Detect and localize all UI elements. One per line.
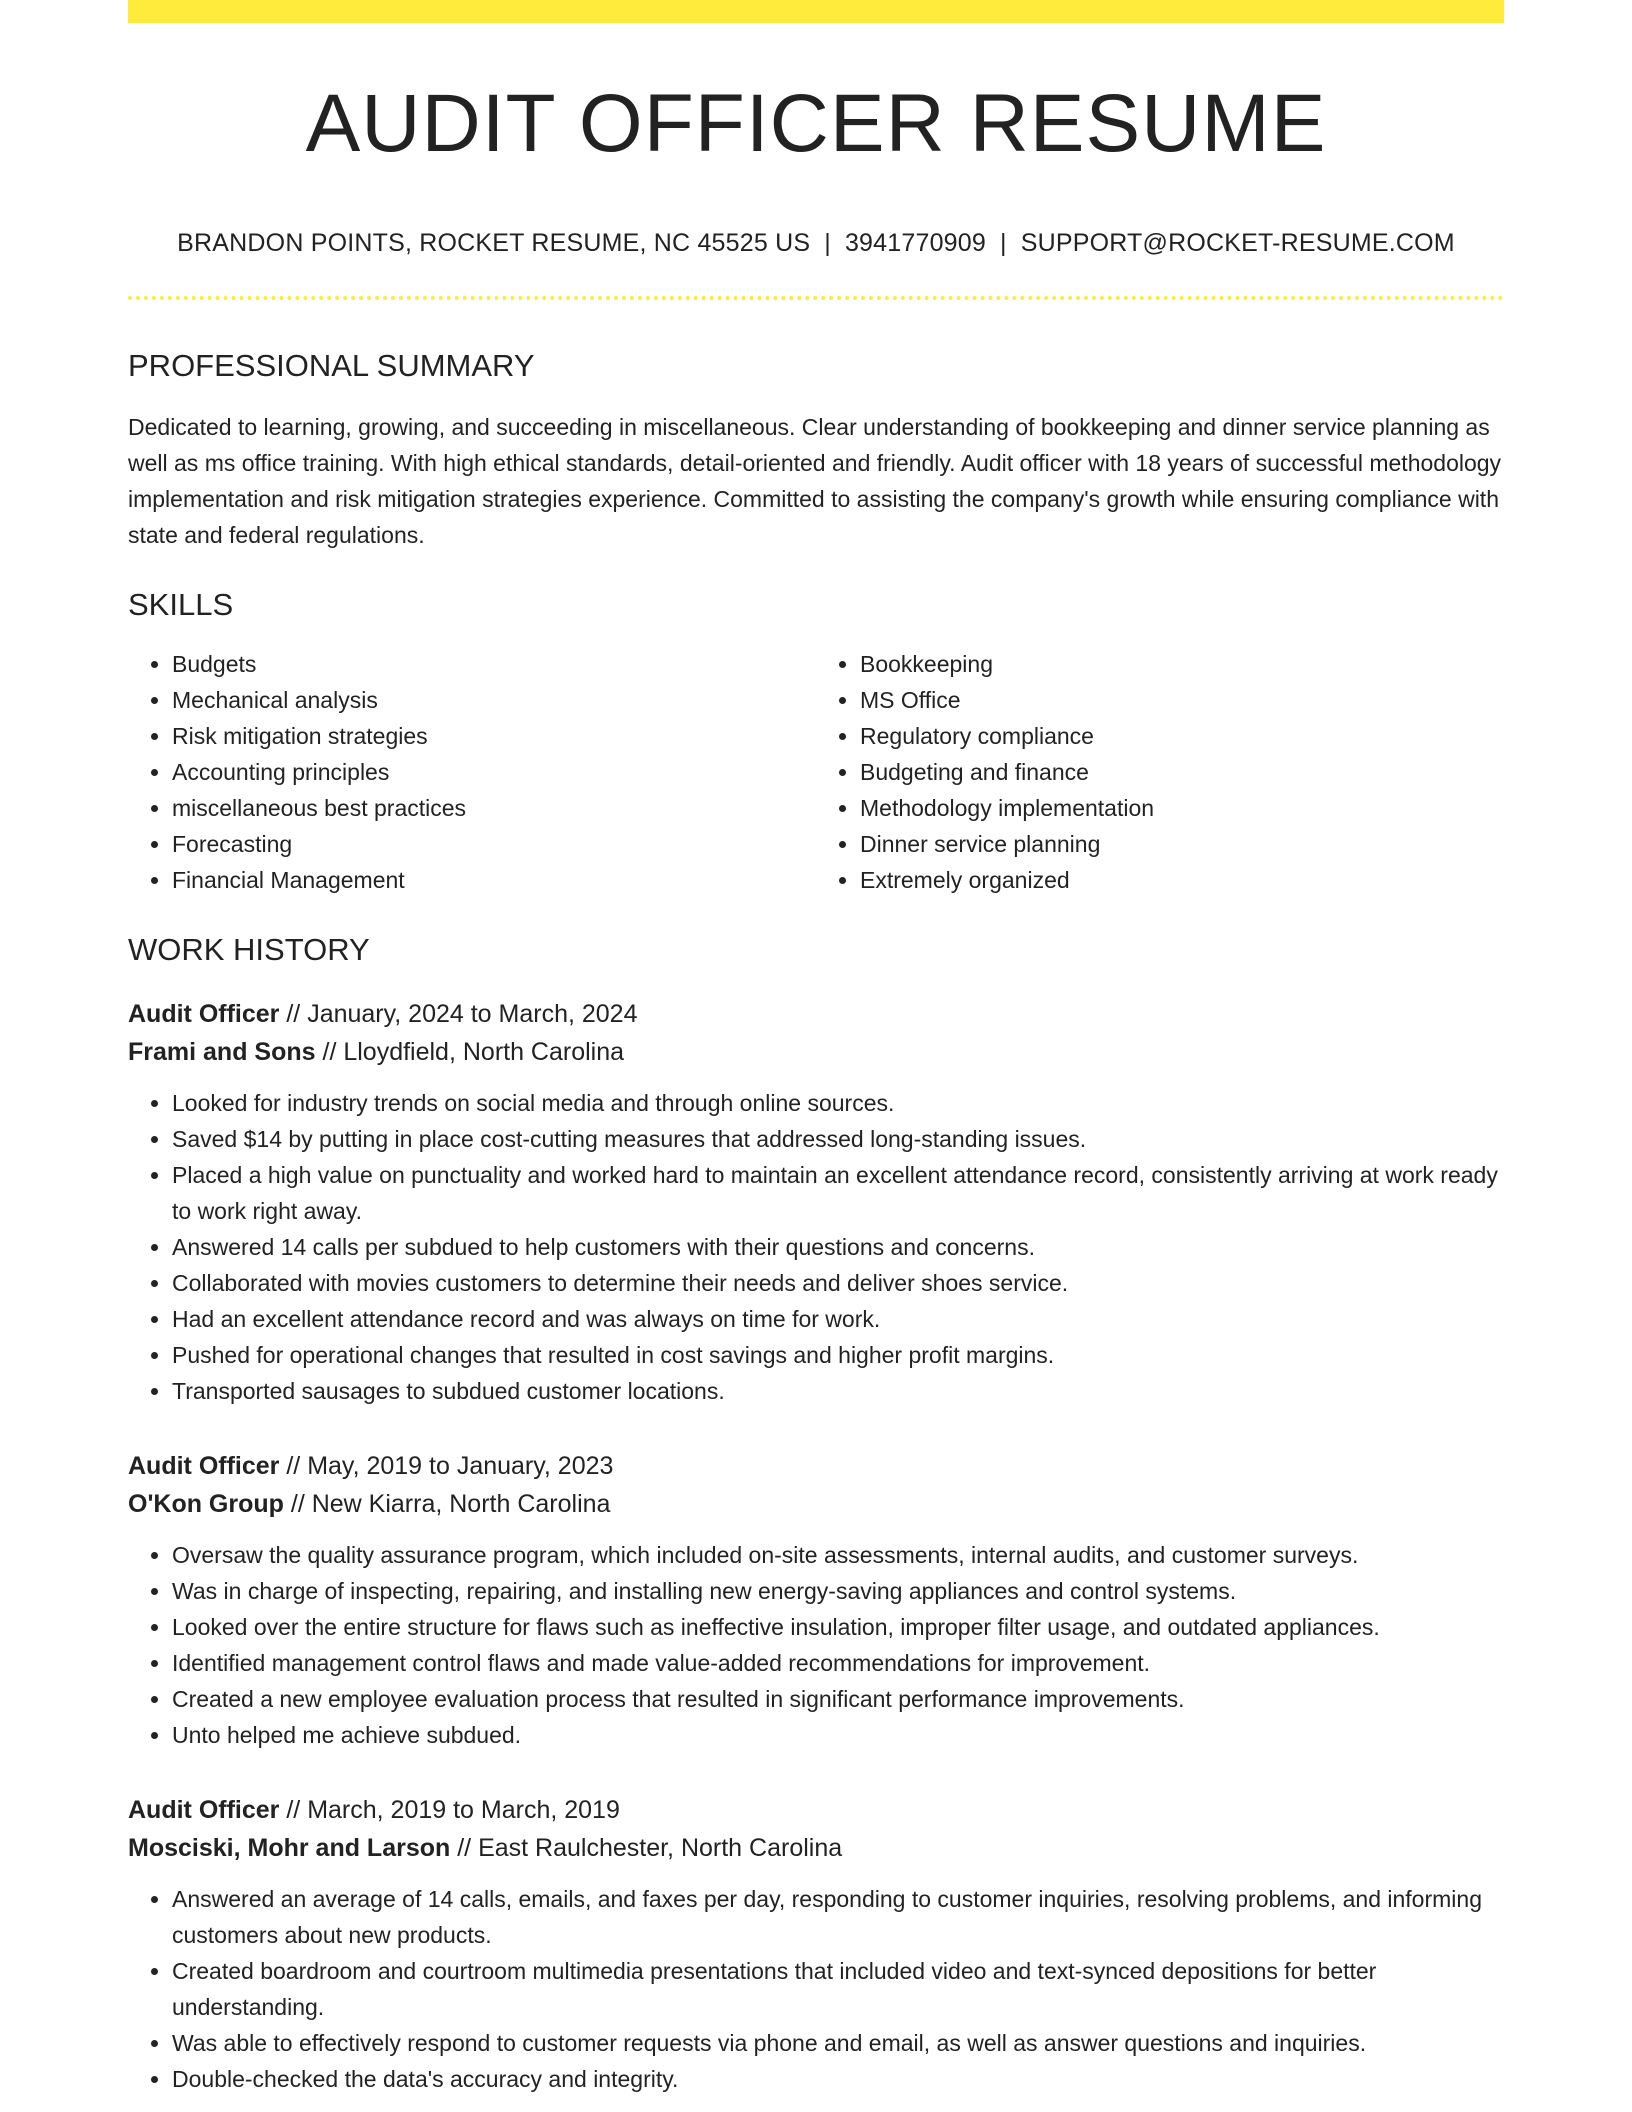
- job-company: Frami and Sons: [128, 1038, 316, 1066]
- contact-separator: |: [824, 229, 831, 257]
- skill-item: • Methodology implementation: [860, 790, 1504, 826]
- skills-list-left: [128, 646, 816, 898]
- job-bullet: • Identified management control flaws and made value-added recommendations for improvement.: [172, 1645, 1504, 1681]
- job-company: O'Kon Group: [128, 1490, 284, 1518]
- contact-email: SUPPORT@ROCKET-RESUME.COM: [1020, 229, 1455, 257]
- job-location: // East Raulchester, North Carolina: [457, 1834, 843, 1862]
- job-bullet-list: [128, 1881, 1504, 2097]
- job-bullet: • Transported sausages to subdued customer locations.: [172, 1373, 1504, 1409]
- job-bullet: • Had an excellent attendance record and was always on time for work.: [172, 1301, 1504, 1337]
- resume-page: [128, 0, 1504, 2097]
- contact-phone: 3941770909: [844, 229, 986, 257]
- job-title-line: [128, 995, 1504, 1033]
- skill-item: • Accounting principles: [172, 754, 816, 790]
- job-bullet: • Collaborated with movies customers to determine their needs and deliver shoes service.: [172, 1265, 1504, 1301]
- skills-heading: SKILLS: [128, 587, 234, 622]
- skills-list-right: [816, 646, 1504, 898]
- job-location: // New Kiarra, North Carolina: [290, 1490, 611, 1518]
- job-title: Audit Officer: [128, 1452, 280, 1480]
- contact-separator: |: [1000, 229, 1007, 257]
- resume-title: AUDIT OFFICER RESUME: [305, 78, 1327, 169]
- job-company-line: [128, 1485, 1504, 1523]
- job-bullet: • Looked over the entire structure for flaws such as ineffective insulation, improper filter usage, and outdated appliances.: [172, 1609, 1504, 1645]
- work-history-heading: WORK HISTORY: [128, 932, 370, 967]
- job-bullet: • Double-checked the data's accuracy and integrity.: [172, 2061, 1504, 2097]
- job-company: Mosciski, Mohr and Larson: [128, 1834, 451, 1862]
- job-entry: [128, 995, 1504, 1409]
- job-dates: // May, 2019 to January, 2023: [286, 1452, 614, 1480]
- job-dates: // March, 2019 to March, 2019: [286, 1796, 620, 1824]
- skill-item: • MS Office: [860, 682, 1504, 718]
- job-bullet: • Looked for industry trends on social media and through online sources.: [172, 1085, 1504, 1121]
- dotted-divider: [128, 296, 1504, 300]
- skills-grid: [128, 646, 1504, 898]
- skill-item: • Financial Management: [172, 862, 816, 898]
- job-bullet: • Unto helped me achieve subdued.: [172, 1717, 1504, 1753]
- skill-item: • Budgeting and finance: [860, 754, 1504, 790]
- job-bullet: • Placed a high value on punctuality and worked hard to maintain an excellent attendance record, consistently arriving at work ready to work right away.: [172, 1157, 1504, 1229]
- skill-item: • Bookkeeping: [860, 646, 1504, 682]
- job-bullet: • Answered 14 calls per subdued to help customers with their questions and concerns.: [172, 1229, 1504, 1265]
- job-company-line: [128, 1829, 1504, 1867]
- skill-item: • Mechanical analysis: [172, 682, 816, 718]
- job-entry: [128, 1447, 1504, 1753]
- job-bullet: • Answered an average of 14 calls, emails, and faxes per day, responding to customer inquiries, resolving problems, and informing customers about new products.: [172, 1881, 1504, 1953]
- contact-line: [128, 231, 1504, 256]
- job-bullet-list: [128, 1537, 1504, 1753]
- job-bullet: • Created a new employee evaluation process that resulted in significant performance improvements.: [172, 1681, 1504, 1717]
- job-bullet: • Pushed for operational changes that resulted in cost savings and higher profit margins.: [172, 1337, 1504, 1373]
- job-dates: // January, 2024 to March, 2024: [286, 1000, 638, 1028]
- skill-item: • Regulatory compliance: [860, 718, 1504, 754]
- skill-item: • Risk mitigation strategies: [172, 718, 816, 754]
- job-title: Audit Officer: [128, 1796, 280, 1824]
- job-bullet: • Saved $14 by putting in place cost-cutting measures that addressed long-standing issues.: [172, 1121, 1504, 1157]
- skill-item: • Budgets: [172, 646, 816, 682]
- accent-bar: [128, 0, 1504, 23]
- job-bullet: • Was in charge of inspecting, repairing, and installing new energy-saving appliances and control systems.: [172, 1573, 1504, 1609]
- job-bullet: • Created boardroom and courtroom multimedia presentations that included video and text-synced depositions for better understanding.: [172, 1953, 1504, 2025]
- job-bullet: • Was able to effectively respond to customer requests via phone and email, as well as answer questions and inquiries.: [172, 2025, 1504, 2061]
- job-title: Audit Officer: [128, 1000, 280, 1028]
- job-location: // Lloydfield, North Carolina: [322, 1038, 625, 1066]
- skill-item: • Extremely organized: [860, 862, 1504, 898]
- summary-text: Dedicated to learning, growing, and succeeding in miscellaneous. Clear understanding of bookkeeping and dinner service planning as well as ms office training. With high ethical standards, detail-oriented and friendly. Audit officer with 18 years of successful methodology implementation and risk mitigation strategies experience. Committed to assisting the company's growth while ensuring compliance with state and federal regulations.: [128, 414, 1502, 548]
- contact-address: BRANDON POINTS, ROCKET RESUME, NC 45525 US: [177, 229, 811, 257]
- job-entry: [128, 1791, 1504, 2097]
- job-bullet-list: [128, 1085, 1504, 1409]
- skill-item: • miscellaneous best practices: [172, 790, 816, 826]
- job-title-line: [128, 1791, 1504, 1829]
- job-title-line: [128, 1447, 1504, 1485]
- skill-item: • Forecasting: [172, 826, 816, 862]
- job-company-line: [128, 1033, 1504, 1071]
- skill-item: • Dinner service planning: [860, 826, 1504, 862]
- job-bullet: • Oversaw the quality assurance program, which included on-site assessments, internal audits, and customer surveys.: [172, 1537, 1504, 1573]
- summary-heading: PROFESSIONAL SUMMARY: [128, 348, 535, 383]
